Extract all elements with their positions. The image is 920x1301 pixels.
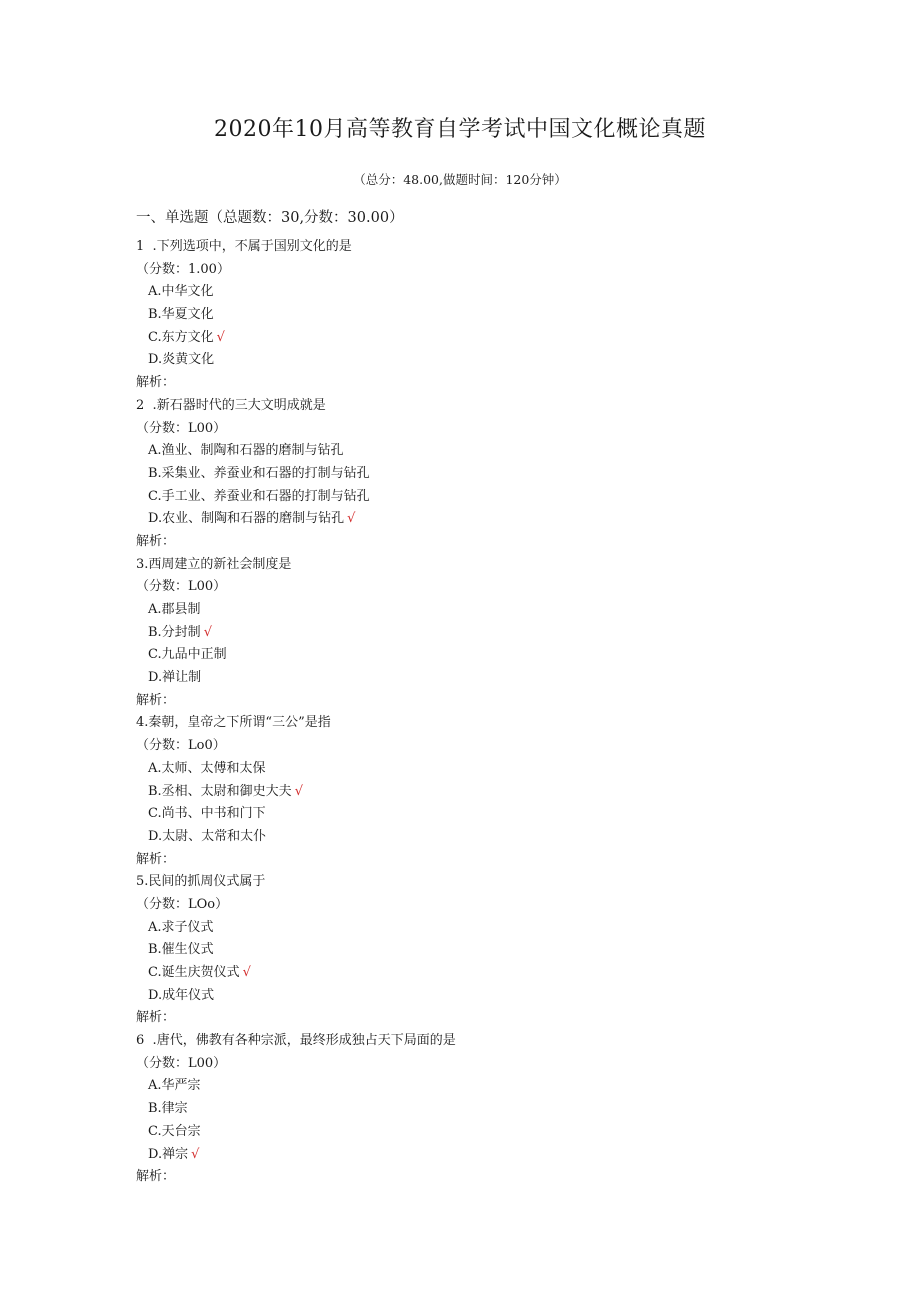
question-number-separator: .	[144, 874, 149, 890]
answer-option	[136, 327, 836, 350]
answer-option-text: C.天台宗	[148, 1123, 201, 1139]
answer-option	[136, 304, 836, 327]
answer-option	[136, 463, 836, 486]
answer-option	[136, 281, 836, 304]
analysis-label: 解析：	[136, 1010, 176, 1026]
question-stem-text: 新石器时代的三大文明成就是	[156, 397, 326, 413]
answer-option-text: A.太师、太傅和太保	[148, 760, 266, 776]
analysis-label: 解析：	[136, 1169, 176, 1185]
answer-option-text: A.中华文化	[148, 284, 214, 300]
question-stem-text: 下列选项中，不属于国别文化的是	[156, 239, 352, 254]
section-heading: 一、单选题（总题数：30,分数：30.00）	[136, 210, 404, 226]
answer-option-text: B.律宗	[148, 1101, 188, 1117]
answer-option	[136, 826, 836, 849]
answer-option	[136, 985, 836, 1008]
answer-option-text: D.农业、制陶和石器的磨制与钻孔	[148, 511, 345, 527]
answer-option-text: C.东方文化	[148, 329, 214, 345]
question-stem-text: 唐代，佛教有各种宗派，最终形成独占天下局面的是	[156, 1033, 456, 1049]
answer-option-text: A.华严宗	[148, 1078, 201, 1094]
question-stem	[136, 1030, 836, 1053]
answer-option	[136, 939, 836, 962]
answer-option-text: A.求子仪式	[148, 919, 214, 935]
question-stem	[136, 236, 836, 259]
answer-option-text: B.分封制	[148, 624, 201, 640]
question-score: （分数：1.00）	[136, 261, 230, 277]
answer-option	[136, 440, 836, 463]
answer-option-text: C.诞生庆贺仪式	[148, 965, 240, 980]
question-number: 3	[136, 556, 145, 572]
document-title: 2020年10月高等教育自学考试中国文化概论真题	[214, 117, 706, 142]
answer-option-text: D.太尉、太常和太仆	[148, 828, 267, 844]
answer-option	[136, 1075, 836, 1098]
answer-option-text: B.华夏文化	[148, 307, 214, 323]
question-number-separator: .	[144, 397, 157, 413]
analysis-label: 解析：	[136, 692, 176, 708]
question-number-separator: .	[144, 556, 149, 572]
answer-option-text: A.渔业、制陶和石器的磨制与钻孔	[148, 443, 344, 459]
answer-option-text: C.手工业、养蚕业和石器的打制与钻孔	[148, 488, 370, 504]
correct-check-icon: √	[203, 624, 212, 640]
question-number-separator: .	[144, 239, 157, 254]
answer-option	[136, 917, 836, 940]
analysis-label: 解析：	[136, 533, 176, 549]
question-number: 2	[136, 397, 145, 413]
correct-check-icon: √	[191, 1146, 200, 1162]
question-item	[136, 1030, 836, 1189]
question-stem-text: 民间的抓周仪式属于	[148, 874, 266, 890]
question-item	[136, 712, 836, 871]
answer-option	[136, 1098, 836, 1121]
correct-check-icon: √	[242, 965, 251, 980]
question-item	[136, 395, 836, 554]
answer-option-text: D.禅让制	[148, 670, 202, 686]
correct-check-icon: √	[347, 511, 356, 527]
answer-option-text: A.郡县制	[148, 602, 201, 617]
question-stem	[136, 871, 836, 894]
answer-option	[136, 622, 836, 645]
answer-option	[136, 758, 836, 781]
question-number: 5	[136, 874, 145, 890]
answer-option-text: C.九品中正制	[148, 647, 227, 663]
question-number: 6	[136, 1033, 145, 1049]
answer-option-text: B.催生仪式	[148, 942, 214, 958]
question-stem-text: 西周建立的新社会制度是	[148, 556, 292, 572]
question-stem-text: 秦朝，皇帝之下所谓“三公”是指	[148, 715, 331, 731]
answer-option	[136, 508, 836, 531]
answer-option-text: B.丞相、太尉和御史大夫	[148, 783, 292, 799]
question-number: 4	[136, 715, 145, 731]
question-stem	[136, 395, 836, 418]
answer-option-text: B.采集业、养蚕业和石器的打制与钻孔	[148, 465, 370, 481]
answer-option	[136, 803, 836, 826]
answer-option-text: D.禅宗	[148, 1146, 189, 1162]
question-number-separator: .	[144, 1033, 157, 1049]
answer-option	[136, 599, 836, 622]
answer-option	[136, 644, 836, 667]
analysis-label: 解析：	[136, 375, 176, 391]
correct-check-icon: √	[216, 329, 225, 345]
question-score: （分数：LOo）	[136, 896, 229, 912]
question-score: （分数：Lo0）	[136, 738, 226, 754]
question-stem	[136, 712, 836, 735]
correct-check-icon: √	[294, 783, 303, 799]
question-content	[136, 206, 836, 1189]
question-score: （分数：L00）	[136, 420, 227, 436]
question-item	[136, 236, 836, 395]
answer-option	[136, 349, 836, 372]
document-subtitle: （总分：48.00,做题时间：120分钟）	[353, 172, 567, 187]
question-item	[136, 554, 836, 713]
question-score: （分数：L00）	[136, 579, 227, 595]
question-number-separator: .	[144, 715, 149, 731]
answer-option	[136, 962, 836, 985]
answer-option-text: D.成年仪式	[148, 987, 215, 1003]
question-score: （分数：L00）	[136, 1055, 227, 1071]
question-item	[136, 871, 836, 1030]
answer-option-text: C.尚书、中书和门下	[148, 806, 266, 822]
analysis-label: 解析：	[136, 851, 176, 867]
answer-option-text: D.炎黄文化	[148, 352, 215, 368]
answer-option	[136, 1144, 836, 1167]
answer-option	[136, 667, 836, 690]
answer-option	[136, 781, 836, 804]
answer-option	[136, 1121, 836, 1144]
question-list	[136, 236, 836, 1189]
question-number: 1	[136, 239, 145, 254]
question-stem	[136, 554, 836, 577]
answer-option	[136, 486, 836, 509]
